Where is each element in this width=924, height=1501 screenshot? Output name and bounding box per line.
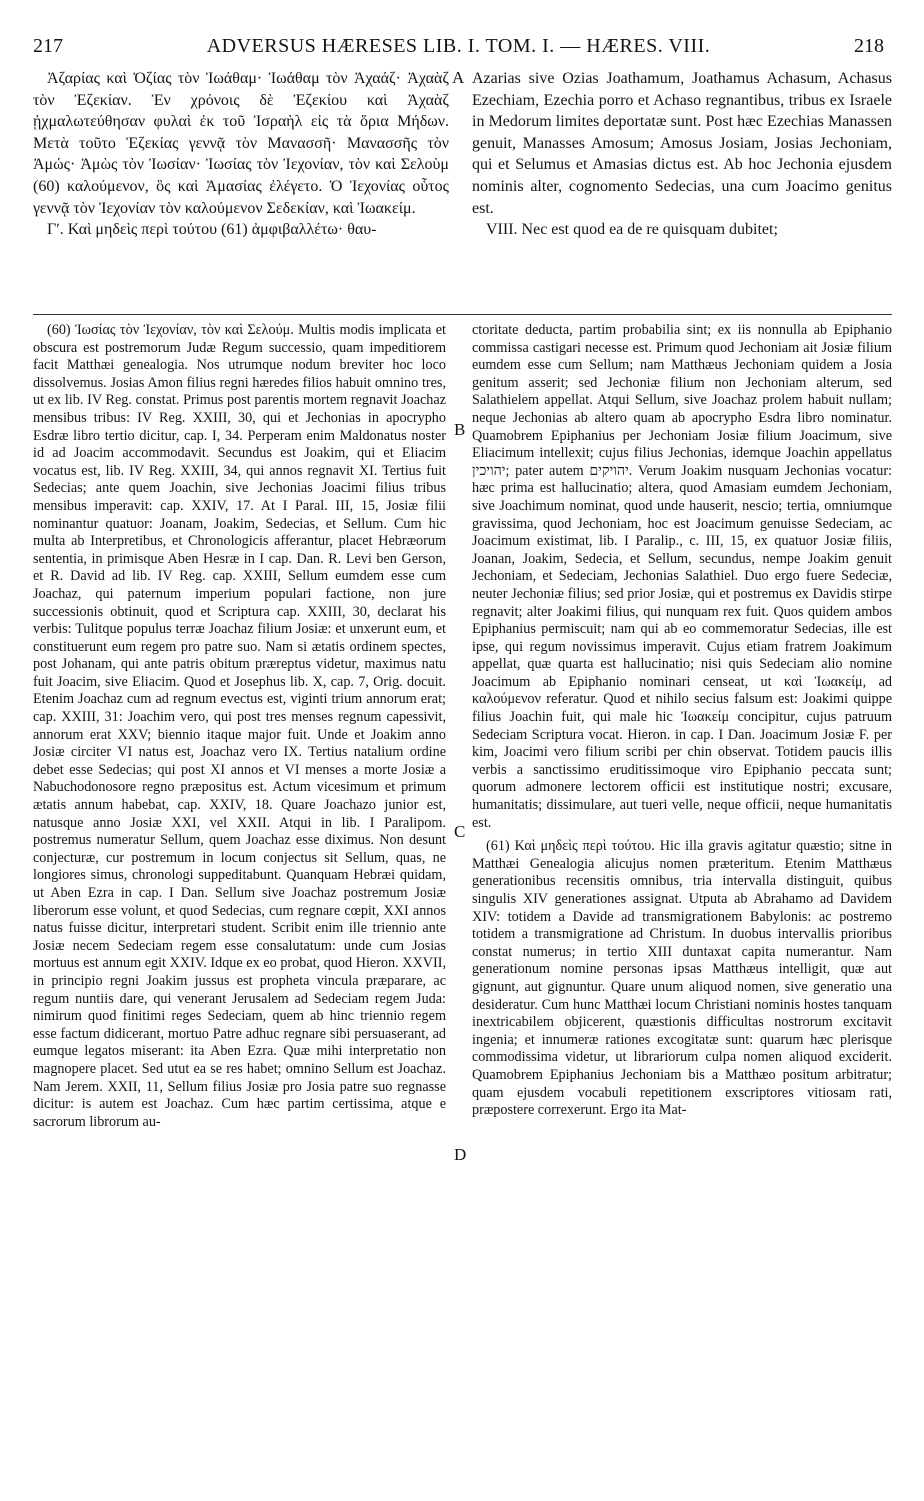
note-60: (60) Ἰωσίας τὸν Ἰεχονίαν, τὸν καὶ Σελούμ. Multis modis implicata et obscura est postremorum Judæ Regum successio, quam impeditiorem facit Matthæi genealogia. Nos utrumque nodum breviter hoc loco dissolvemus. Josias Amon filius regni hæredes filios habuit omnino tres, ut ex lib. IV Reg. constat. Primus post parentis mortem regnavit Joachaz mensibus tribus: IV Reg. XXIII, 30, qui et Jechonias in apocrypho Esdræ libro tertio dicitur, cap. I, 34. Perperam enim Maldonatus noster id ad Joacim accommodavit. Secundus est Joakim, qui et Eliacim vocatus est, lib. IV Reg. XXIII, 34, qui annos regnavit XI. Tertius fuit Sedecias; ante quem Joachin, sive Jechonias Joacimi filius tribus mensibus imperavit: cap. XXIV, 17. At I Paral. III, 15, Josiæ filii nominantur quatuor: Joanam, Joakim, Sedecias, et Sellum. Cum hic multa ab Interpretibus, et Chronologicis afferantur, placet Hebræorum sententia, in primisque Aben Hesræ in I cap. Dan. R. Levi ben Gerson, et R. David ad lib. IV Reg. cap. XXIII, Sellum eumdem esse cum Joachaz, qui paternum imperium populari factione, non jure successionis obtinuit, quod et Scriptura cap. XXIII, 30, declarat his verbis: Tulitque populus terræ Joachaz filium Josiæ: et unxerunt eum, et constituerunt eum regem pro patre suo. Nam si ætatis ordinem spectes, post Johanam, qui ante patris obitum præreptus videtur, maximus natu fuit Joacim, sive Eliacim. Quod et Josephus lib. X, cap. 7, Orig. docuit. Etenim Joachaz cum ad regnum evectus est, viginti trium annorum erat; cap. XXIII, 31: Joachim vero, qui post tres menses regnum capessivit, annorum erat XXV; biennio itaque major fuit. Unde et Joakim anno Josiæ circiter VI natus est, Joachaz vero IX. Tertius natalium ordine debet esse Sedecias; qui post XI annos et VI menses a morte Josiæ a Nabuchodonosore regno præpositus est. Actum vicesimum et primum ætatis annum habebat, cap. XXIV, 18. Quare Joachazo junior est, natusque anno Josiæ XXI, vel XXII. Atqui in lib. I Paralipom. postremus numeratur Sellum, quem Joachaz esse diximus. Non desunt conjecturæ, cur postremum in locum conjectus sit Sellum, quas, ne longiores simus, chronologi suppeditabunt. Quanquam Hebræi quidam, ut Aben Ezra in cap. I Dan. Sellum sive Joachaz postremum Josiæ liberorum esse volunt, et quod Sedecias, cum regnare cœpit, XXI annos natus fuisse dicitur, interpretari student. Scribit enim ille triennio ante Josiæ necem Sedeciam regem esse consalutatum: unde cum Josias mortuus est annum egit XXIV. Idque ex eo probat, quod Hieron. XXVII, in principio regni Joakim jussus est propheta vincula præparare, ac regum nuntiis dare, qui venerant Jerusalem ad Sedeciam regem Juda: nimirum quod finitimi reges Sedeciam, quem ab hinc triennio regem esse factum didicerant, mortuo Patre adhuc regnare sibi persuaserant, ad eumque legatos miserant: ita Aben Ezra. Quæ mihi interpretatio non magnopere placet. Sed utut ea se res habet; omnino Sellum est Joachaz. Nam Jerem. XXII, 11, Sellum filius Josiæ pro Josia patre suo regnasse dicitur: is autem est Joachaz. Cum hæc partim certissima, atque e sacrorum librorum au- <box>33 322 446 1130</box>
latin-paragraph: Azarias sive Ozias Joathamum, Joathamus Achasum, Achasus Ezechiam, Ezechia porro et Achaso regnantibus, tribus ex Israele in Medorum limites deportatæ sunt. Post hæc Ezechias Manassen genuit, Manasses Amosum; Amosus Josiam, Josias Jechoniam, qui et Selumus et Amasias dictus est. Ab hoc Jechonia ejusdem nominis alter, cognomento Sedecias, una cum Joacimo genitus est. <box>472 70 892 217</box>
margin-marker-d: D <box>454 1145 467 1164</box>
note-60-continued: ctoritate deducta, partim probabilia sint; ex iis nonnulla ab Epiphanio commissa castigari necesse est. Primum quod Jechoniam ait Josiæ filium eumdem esse cum Sellum; nam Matthæus Jechoniam quidem a Josia genitum asserit; sed Jechoniæ filium non Jechoniam alterum, sed Salathielem appellat. Atqui Sellum, sive Joachaz prolem habuit nullam; neque Jechonias ab altero quam ab apocrypho Esdra libro nominatur. Quamobrem Epiphanius per Jechoniam Josiæ filium Joacimum, sive Eliacimum intellexit; cujus filius Jechonias, idemque Joachin appellatus יהויכין; pater autem יהויקים. Verum Joakim nusquam Jechonias vocatur: hæc prima est hallucinatio; altera, quod Amasiam eumdem Jechoniam, sive Joachimum nominat, quod unde hauserit, nescio; tertia, omniumque gravissima, quod Jechoniam, hoc est Joacimum genuisse Sedeciam, ac Joacimum existimat, lib. I Paralip., c. III, 15, ex quatuor Josiæ filiis, Joanan, Joakim, Sedecia, et Sellum, secundus, nempe Joakim genuit Jechoniam, et Sedeciam, Jechonias Salathiel. Duo ergo fuere Sedeciæ, neuter Jechoniæ filius; sed prior Josiæ, qui et postremus ex Davidis stirpe regnavit; alter Joakimi filius, qui nunquam rex fuit. Quos quidem ambos Epiphanius permiscuit; nam qui ab eo commemoratur Sedecias, ille est ipse, qui regum novissimus imperavit. Cujus etiam fratrem Joakimum appellat, quæ quarta est hallucinatio; nisi quis Sedeciam alio nomine Joacimum ab Epiphanio nominari censeat, ut καὶ Ἰωακείμ, ad καλούμενον referatur. Quod et nihilo secius falsum est: Joakimi quippe filius Joachin fuit, qui male hic Ἰωακείμ concipitur, cujus patruum Sedeciam Scriptura vocat. Hieron. in cap. I Dan. Joacimum Josiæ F. per kim, Joacimi vero filium scribi per chin observat. Totidem paucis illis verbis a sanctissimo eruditissimoque viro Epiphanio peccata sunt; quorum admonere lectorem officii est institutique nostri; excusare, humanitatis; dissimulare, aut tueri velle, neque officii, neque humanitatis est. <box>472 322 892 831</box>
page-number-left: 217 <box>33 35 63 57</box>
latin-translation-column <box>472 68 892 308</box>
page-number-right: 218 <box>854 35 884 57</box>
greek-paragraph: Γʹ. Καὶ μηδεὶς περὶ τούτου (61) ἀμφιβαλλέτω· θαυ- <box>47 221 377 239</box>
greek-text-column <box>33 68 449 308</box>
running-title: ADVERSUS HÆRESES LIB. I. TOM. I. — HÆRES. VIII. <box>206 35 711 57</box>
greek-paragraph: Ἀζαρίας καὶ Ὀζίας τὸν Ἰωάθαμ· Ἰωάθαμ τὸν Ἀχαάζ· Ἀχαὰζ τὸν Ἐζεκίαν. Ἐν χρόνοις δὲ Ἐζεκίου καὶ Ἀχαὰζ ᾐχμαλωτεύθησαν φυλαὶ ἐκ τοῦ Ἰσραὴλ εἰς τὰ ὅρια Μήδων. Μετὰ τοῦτο Ἐζεκίας γεννᾷ τὸν Μανασσῆ· Μανασσῆς τὸν Ἀμώς· Ἀμὼς τὸν Ἰωσίαν· Ἰωσίας τὸν Ἰεχονίαν, τὸν καὶ Σελοὺμ (60) καλούμενον, ὃς καὶ Ἀμασίας ἐλέγετο. Ὁ Ἰεχονίας οὗτος γεννᾷ τὸν Ἰεχονίαν τὸν καλούμενον Σεδεκίαν, καὶ Ἰωακείμ. <box>33 70 449 217</box>
latin-paragraph: VIII. Nec est quod ea de re quisquam dubitet; <box>486 221 778 239</box>
column-divider-rule <box>33 314 892 315</box>
margin-marker-b: B <box>454 420 466 439</box>
margin-marker-a: A <box>452 68 465 87</box>
margin-marker-c: C <box>454 822 466 841</box>
notes-column-left <box>33 322 446 1482</box>
notes-column-right <box>472 322 892 1482</box>
running-header <box>33 35 884 61</box>
note-61: (61) Καὶ μηδεὶς περὶ τούτου. Hic illa gravis agitatur quæstio; sitne in Matthæi Genealogia alicujus nomen præteritum. Etenim Matthæus generationibus recensitis omnibus, tria intervalla distinguit, quibus singulis XIV generationes assignat. Utputa ab Abrahamo ad Davidem XIV: totidem a Davide ad transmigrationem Babylonis: ac postremo totidem a transmigratione ad Christum. In duobus intervallis prioribus constat numerus; in tertio XIII duntaxat capita numerantur. Nam generationum nomine personas ipsas Matthæus intelligit, quæ aut gignunt, aut gignuntur. Quare unum aliquod nomen, sive generatio una desideratur. Cum hunc Matthæi locum Christiani nominis hostes tanquam inextricabilem objicerent, quæstionis difficultas nostrorum excitavit ingenia; et innumeræ rationes excogitatæ sunt: quarum hæc plerisque commodissima videtur, ut librariorum culpa nomen aliquod exciderit. Quamobrem Epiphanius Jechoniam bis a Matthæo positum arbitratur; quam ejusdem vocabuli repetitionem exscriptores vitiosam rati, præpostere correxerunt. Ergo ita Mat- <box>472 838 892 1119</box>
